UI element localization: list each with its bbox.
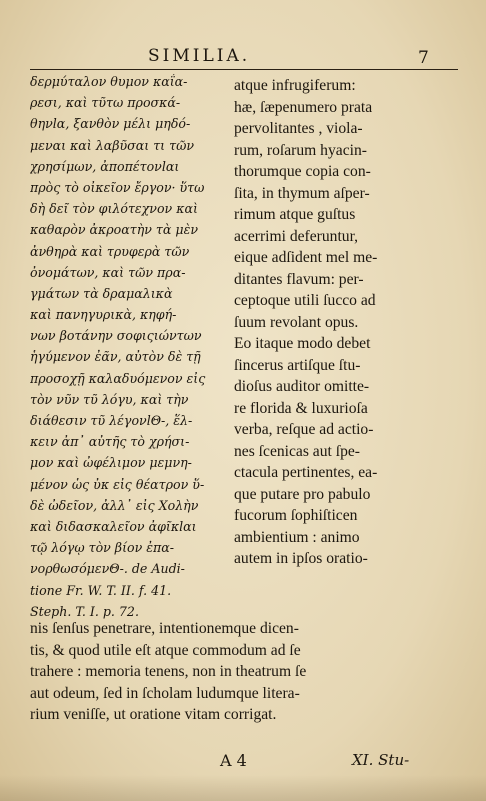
greek-text-line: τῷ λόγῳ τὸν βίον ἐπα- [30,540,175,556]
latin-text-line: ceptoque utili ſucco ad [234,292,376,309]
latin-text-line: acerrimi deferuntur, [234,227,359,245]
latin-text-line: thorumque copia con- [234,163,371,180]
header-rule [30,69,458,70]
latin-text-line: ſincerus artiſque ſtu- [234,356,361,374]
latin-text-line: fucorum ſophiſticen [234,507,358,524]
greek-text-line: μεναι καὶ λαβῦσαι τι τῶν [30,137,195,153]
latin-text-line: tis, & quod utile eſt atque commodum ad ſe [30,641,301,659]
page-number: 7 [418,48,429,68]
greek-text-line: καὶ πανηγυρικὰ, κηφή- [30,307,177,323]
latin-text-line: rimum atque guſtus [234,206,356,223]
greek-text-line: θηνlα, ξανθὸν μέλι μηδό- [30,116,191,132]
latin-text-line: hæ, ſæpenumero prata [234,98,373,116]
greek-text-line: νων βοτάνην σοφιςιώντων [30,328,202,344]
latin-text-line: que putare pro pabulo [234,485,371,503]
signature-mark: A 4 [220,751,247,770]
latin-text-line: trahere : memoria tenens, non in theatrum ſe [30,663,307,681]
latin-text-line: rium veniſſe, ut oratione vitam corrigat. [30,706,277,724]
greek-text-line: ἡγύμενον ἐᾶν, αὐτὸν δὲ τῇ [30,349,201,365]
greek-text-line: ὀνομάτων, καὶ τῶν πρα- [30,264,186,280]
greek-text-line: δερμύταλον θυμον καΐα- [30,74,188,89]
greek-text-line: καθαρὸν ἀκροατὴν τὰ μὲν [30,222,198,238]
greek-text-line: tione Fr. W. T. II. f. 41. [30,582,172,598]
latin-text-line: atque infrugiferum: [234,77,356,94]
catchword: XI. Stu- [352,751,410,769]
greek-text-line: χρησίμων, ἀποπέτονlαι [30,158,180,174]
greek-text-line: κειν ἀπ᾽ αὐτῆς τὸ χρήσι- [30,434,190,450]
latin-text-line: Eo itaque modo debet [234,335,371,352]
latin-text-line: ſuum revolant opus. [234,313,359,331]
greek-text-line: Steph. T. I. p. 72. [30,603,139,619]
latin-text-line: ambientium : animo [234,528,360,546]
latin-text-line: ditantes flavum: per- [234,270,364,288]
running-head: SIMILIA. [148,46,251,66]
latin-text-line: re florida & luxurioſa [234,399,368,417]
greek-text-line: ἀνθηρὰ καὶ τρυφερὰ τῶν [30,243,190,259]
greek-text-line: μένον ὡς ὐκ εἰς θέατρον ὕ- [30,476,205,492]
greek-text-line: νορθωσόμενΘ-. de Audi- [30,561,185,577]
latin-text-line: pervolitantes , viola- [234,120,363,137]
full-width-paragraph [30,620,458,728]
greek-text-line: διάθεσιν τῦ λέγονlΘ-, ἕλ- [30,413,193,428]
latin-text-line: verba, reſque ad actio- [234,421,374,438]
greek-text-line: πρὸς τὸ οἰκεῖον ἔργον· ὕτω [30,179,205,195]
latin-text-line: aut odeum, ſed in ſcholam ludumque litera- [30,684,300,702]
latin-text-line: ctacula pertinentes, ea- [234,464,378,481]
latin-text-line: ſita, in thymum aſper- [234,184,370,202]
greek-column [30,74,230,625]
latin-text-line: rum, roſarum hyacin- [234,141,367,159]
latin-column [234,77,460,572]
greek-text-line: γμάτων τὰ δραμαλικὰ [30,285,173,301]
greek-text-line: μον καὶ ὠφέλιμον μεμνη- [30,455,192,471]
greek-text-line: τὸν νῦν τῦ λόγυ, καὶ τὴν [30,391,189,407]
page-shadow [0,775,486,801]
greek-text-line: δὴ δεῖ τὸν φιλότεχνον καὶ [30,201,198,217]
greek-text-line: ρεσι, καὶ τῦτω προσκά- [30,95,181,111]
latin-text-line: eique adſident mel me- [234,249,378,266]
greek-text-line: προσοχῇ καλαδυόμενον εἰς [30,370,206,386]
latin-text-line: autem in ipſos oratio- [234,550,368,567]
latin-text-line: nes ſcenicas aut ſpe- [234,442,360,460]
latin-text-line: nis ſenſus penetrare, intentionemque dicen- [30,620,299,637]
latin-text-line: dioſus auditor omitte- [234,378,370,395]
greek-text-line: καὶ διδασκαλεῖον ἀφῖκlαι [30,518,197,534]
greek-text-line: δὲ ὠδεῖον, ἀλλ᾽ εἰς Χολὴν [30,497,199,513]
